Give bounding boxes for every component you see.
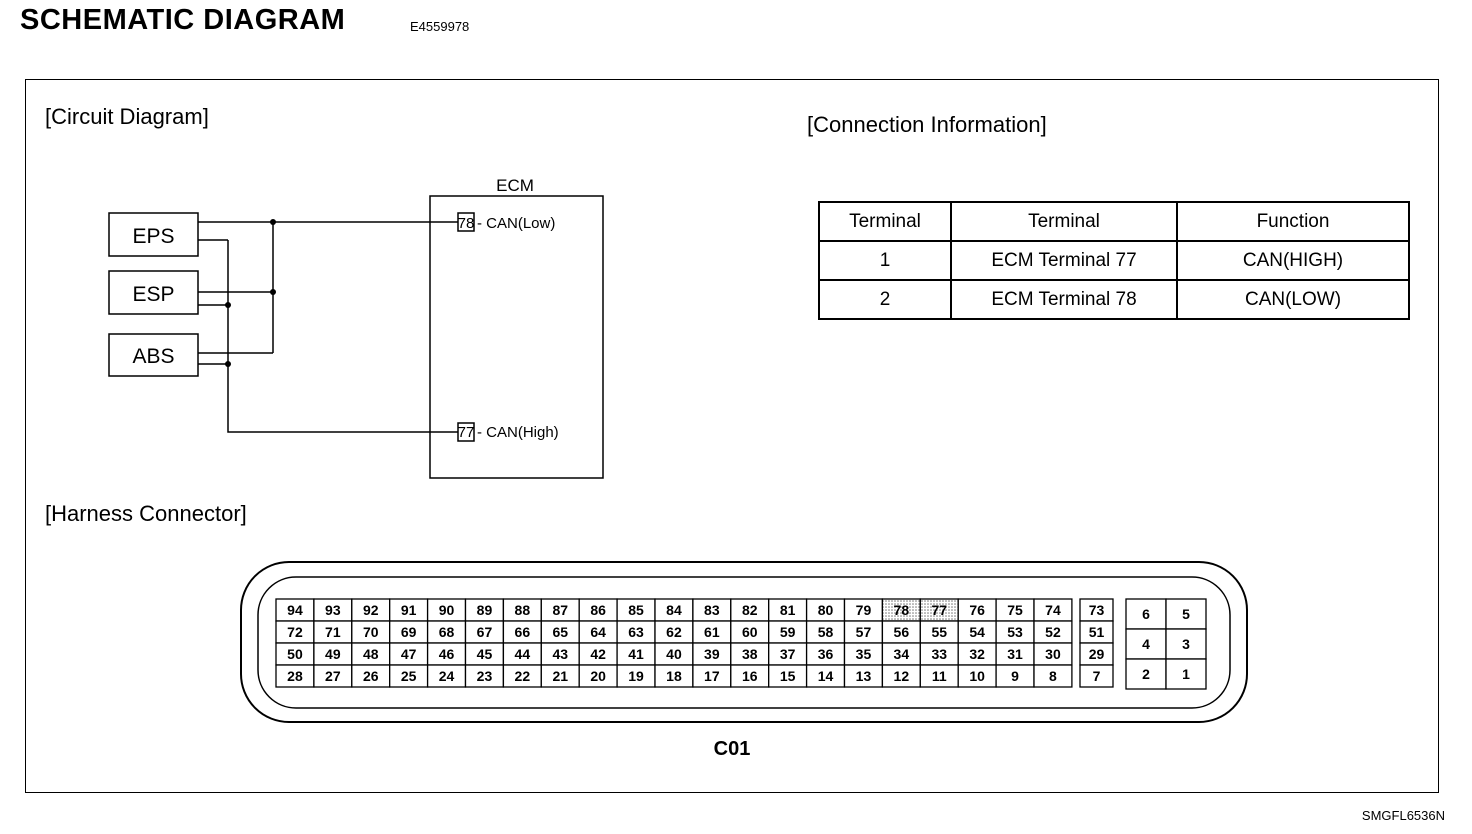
pin-label: 76 [969,602,985,619]
pin-label: 33 [931,646,948,663]
eps-label: EPS [132,225,175,248]
page-title: SCHEMATIC DIAGRAM [20,4,346,36]
pin-label: 75 [1007,602,1023,619]
pin-label: 25 [400,668,417,685]
pin-label: 10 [969,668,985,685]
pin-label: 26 [362,668,379,685]
pin-label: 9 [1011,668,1019,685]
pin-label: 68 [438,624,455,641]
pin-label: 19 [628,668,644,685]
pin-label: 55 [931,624,948,641]
pin-label: 93 [325,602,341,619]
pin-label: 24 [438,668,455,685]
pin-label: 35 [855,646,872,663]
pin-label: 71 [325,624,341,641]
pin-label: 11 [931,668,947,685]
pin-label: 36 [817,646,834,663]
header-cell: Function [1177,202,1409,241]
pin-label: 78 [893,602,910,619]
pin-label: 83 [704,602,720,619]
connector-name: C01 [713,738,751,760]
pin-label: 47 [400,646,417,663]
pin-label: 48 [362,646,379,663]
ecm-label: ECM [496,176,534,195]
pin-label: 42 [590,646,606,663]
pin-label: 61 [704,624,720,641]
pin-label: 81 [779,602,796,619]
pin-label: 29 [1088,646,1105,663]
connection-information-heading: [Connection Information] [807,112,1047,137]
pin-label: 69 [400,624,417,641]
pin-label: 37 [779,646,796,663]
pin-label: 90 [438,602,455,619]
pin-label: 73 [1088,602,1105,619]
pin-label: 22 [514,668,531,685]
header-cell: Terminal [951,202,1177,241]
circuit-diagram-heading: [Circuit Diagram] [45,104,209,129]
pin-label: 40 [666,646,682,663]
pin-label: 46 [438,646,455,663]
pin-label: 20 [590,668,606,685]
pin-label: 86 [590,602,606,619]
pin-label: 7 [1092,668,1101,685]
pin-grid [276,599,1206,689]
ecm-pin-77-number: 77 [457,424,475,441]
pin-label: 91 [400,602,417,619]
document-code: E4559978 [410,19,470,34]
pin-label: 41 [628,646,644,663]
pin-label: 58 [817,624,834,641]
pin-label: 5 [1182,606,1190,623]
pin-label: 84 [666,602,682,619]
table-cell: CAN(LOW) [1177,280,1409,319]
table-cell: 1 [819,241,951,280]
pin-label: 59 [779,624,796,641]
pin-label: 13 [855,668,872,685]
pin-label: 74 [1045,602,1061,619]
pin-label: 2 [1142,666,1150,683]
table-cell: ECM Terminal 77 [951,241,1177,280]
pin-label: 62 [666,624,682,641]
pin-label: 56 [893,624,910,641]
pin-label: 23 [476,668,493,685]
pin-label: 53 [1007,624,1023,641]
pin-label: 31 [1007,646,1023,663]
pin-label: 94 [287,602,303,619]
pin-label: 67 [476,624,493,641]
pin-label: 3 [1182,636,1190,653]
pin-label: 57 [855,624,872,641]
pin-label: 45 [476,646,493,663]
pin-label: 79 [855,602,872,619]
pin-label: 80 [817,602,834,619]
ecm-pin-78-number: 78 [457,215,475,232]
pin-label: 18 [666,668,682,685]
pin-label: 63 [628,624,644,641]
harness-connector-heading: [Harness Connector] [45,501,247,526]
pin-label: 28 [287,668,303,685]
pin-label: 72 [287,624,303,641]
pin-label: 39 [704,646,720,663]
abs-label: ABS [132,345,175,368]
pin-label: 52 [1045,624,1061,641]
table-cell: 2 [819,280,951,319]
pin-label: 30 [1045,646,1061,663]
pin-label: 15 [779,668,796,685]
pin-label: 17 [704,668,720,685]
figure-code: SMGFL6536N [1361,808,1445,823]
pin-label: 85 [628,602,644,619]
pin-label: 38 [741,646,758,663]
pin-label: 64 [590,624,606,641]
table-cell: CAN(HIGH) [1177,241,1409,280]
pin-label: 77 [931,602,948,619]
pin-label: 8 [1049,668,1057,685]
pin-label: 66 [514,624,531,641]
pin-label: 44 [514,646,531,663]
table-cell: ECM Terminal 78 [951,280,1177,319]
pin-label: 14 [817,668,834,685]
ecm-pin-78-signal: - CAN(Low) [477,215,556,232]
pin-label: 21 [552,668,569,685]
pin-label: 32 [969,646,985,663]
pin-label: 70 [362,624,379,641]
pin-label: 34 [893,646,910,663]
esp-label: ESP [132,283,175,306]
pin-label: 6 [1142,606,1150,623]
pin-label: 88 [514,602,531,619]
pin-label: 51 [1088,624,1105,641]
ecm-pin-77-signal: - CAN(High) [477,424,559,441]
header-cell: Terminal [819,202,951,241]
pin-label: 89 [476,602,493,619]
pin-label: 16 [741,668,758,685]
pin-label: 49 [325,646,341,663]
pin-label: 87 [552,602,569,619]
pin-label: 43 [552,646,569,663]
pin-label: 12 [893,668,910,685]
pin-label: 82 [741,602,758,619]
pin-label: 50 [287,646,303,663]
pin-label: 4 [1142,636,1150,653]
pin-label: 65 [552,624,569,641]
pin-label: 1 [1182,666,1190,683]
pin-label: 60 [741,624,758,641]
pin-label: 92 [362,602,379,619]
pin-label: 54 [969,624,985,641]
pin-label: 27 [325,668,341,685]
